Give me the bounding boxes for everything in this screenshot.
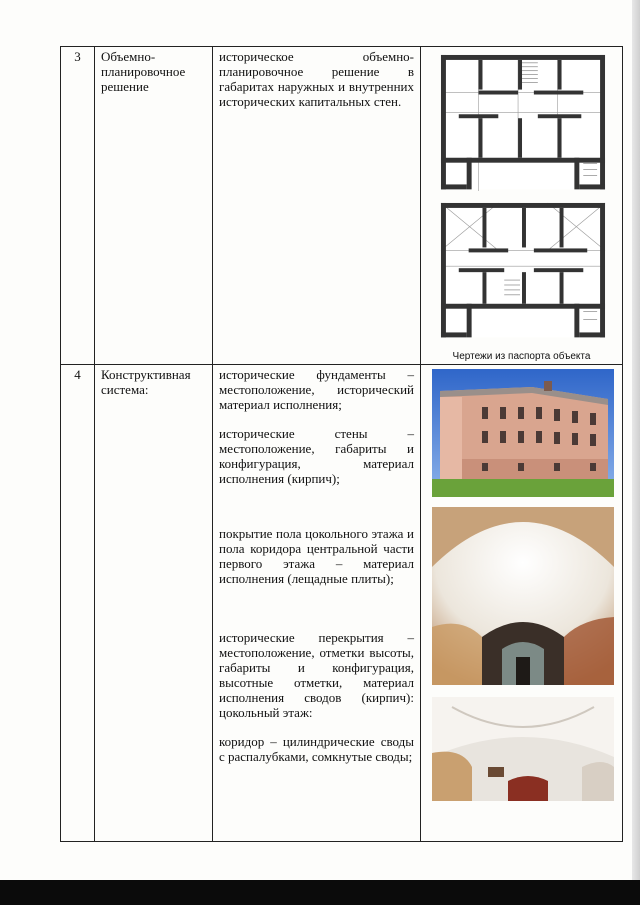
protection-subject-table bbox=[60, 46, 623, 842]
drawings-cell bbox=[421, 47, 623, 365]
title-line: Конструктивная bbox=[101, 367, 191, 382]
vault-ceiling-photo bbox=[432, 697, 614, 801]
photos-cell bbox=[421, 365, 623, 842]
description-paragraph: исторические фундаменты – местоположение, исторический материал исполнения; bbox=[219, 367, 414, 412]
description-paragraph: коридор – цилиндрические своды с распалубками, сомкнутые своды; bbox=[219, 734, 414, 764]
title-line: Объемно- bbox=[101, 49, 156, 64]
row-description bbox=[213, 47, 421, 365]
description-paragraph: исторические стены – местоположение, габариты и конфигурация, материал исполнения (кирпич); bbox=[219, 426, 414, 486]
row-number: 4 bbox=[61, 365, 95, 842]
description-text: историческое объемно-планировочное решение в габаритах наружных и внутренних исторических капитальных стен. bbox=[219, 49, 414, 109]
title-line: система: bbox=[101, 382, 149, 397]
row-description bbox=[213, 365, 421, 842]
scan-edge bbox=[632, 0, 640, 880]
title-line: планировочное bbox=[101, 64, 186, 79]
vaulted-corridor-photo bbox=[432, 507, 614, 685]
row-title bbox=[95, 365, 213, 842]
floor-plan-drawing bbox=[439, 201, 607, 339]
row-title bbox=[95, 47, 213, 365]
title-line: решение bbox=[101, 79, 149, 94]
description-paragraph: исторические перекрытия – местоположение, отметки высоты, габариты и конфигурация, высотные отметки, материал исполнения сводов (кирпич): цокольный этаж: bbox=[219, 630, 414, 720]
table-row bbox=[61, 47, 623, 365]
description-paragraph: покрытие пола цокольного этажа и пола коридора центральной части первого этажа – материал исполнения (лещадные плиты); bbox=[219, 526, 414, 586]
building-facade-photo bbox=[432, 369, 614, 497]
scan-bottom-border bbox=[0, 880, 640, 905]
drawings-caption: Чертежи из паспорта объекта bbox=[452, 351, 591, 362]
table-row bbox=[61, 365, 623, 842]
row-number: 3 bbox=[61, 47, 95, 365]
floor-plan-drawing bbox=[439, 53, 607, 191]
